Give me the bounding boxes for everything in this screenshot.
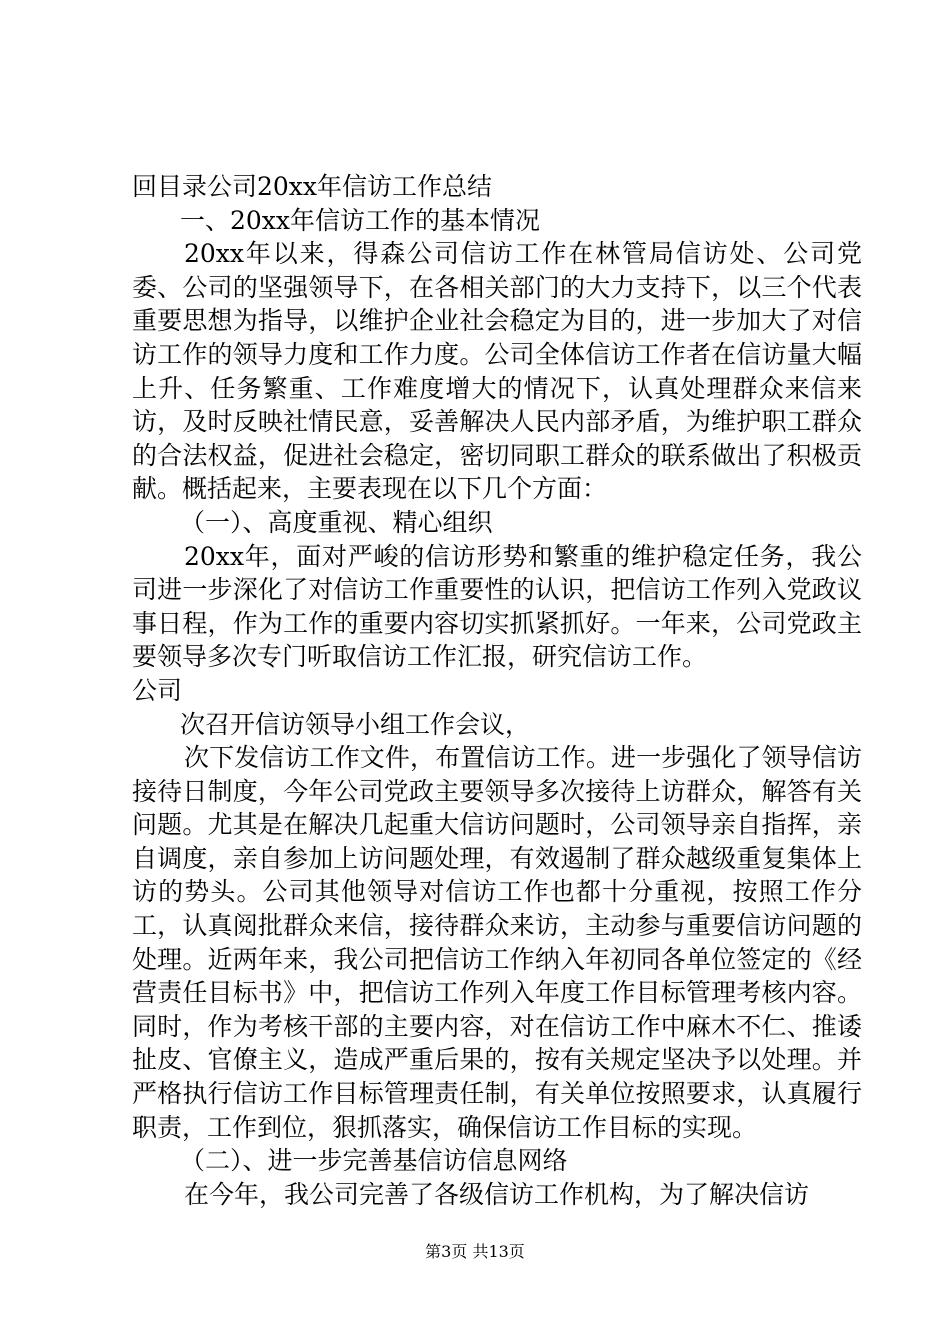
paragraph-2: 20xx年，面对严峻的信访形势和繁重的维护稳定任务，我公司进一步深化了对信访工作重要性的认识，把信访工作列入党政议事日程，作为工作的重要内容切实抓紧抓好。一年来，公司党政主要领导多次专门听取信访工作汇报，研究信访工作。 <box>132 541 862 672</box>
paragraph-3: 次召开信访领导小组工作会议， <box>180 709 531 739</box>
page-number-label: 第3页 共13页 <box>425 1242 525 1261</box>
document-body <box>132 170 862 1211</box>
section-heading-1: 一、20xx年信访工作的基本情况 <box>180 205 541 235</box>
subheading-1: （一）、高度重视、精心组织 <box>180 507 493 537</box>
paragraph-2-tail: 公司 <box>132 675 183 705</box>
document-title: 回目录公司20xx年信访工作总结 <box>132 172 493 201</box>
subheading-2: （二）、进一步完善基信访信息网络 <box>180 1146 568 1176</box>
paragraph-1: 20xx年以来，得森公司信访工作在林管局信访处、公司党委、公司的坚强领导下，在各相关部门的大力支持下，以三个代表重要思想为指导，以维护企业社会稳定为目的，进一步加大了对信访工作的领导力度和工作力度。公司全体信访工作者在信访量大幅上升、任务繁重、工作难度增大的情况下，认真处理群众来信来访，及时反映社情民意，妥善解决人民内部矛盾，为维护职工群众的合法权益，促进社会稳定，密切同职工群众的联系做出了积极贡献。概括起来，主要表现在以下几个方面： <box>132 239 862 504</box>
paragraph-5: 在今年，我公司完善了各级信访工作机构，为了解决信访 <box>184 1179 810 1209</box>
paragraph-4: 次下发信访工作文件，布置信访工作。进一步强化了领导信访接待日制度，今年公司党政主要领导多次接待上访群众，解答有关问题。尤其是在解决几起重大信访问题时，公司领导亲自指挥，亲自调度，亲自参加上访问题处理，有效遏制了群众越级重复集体上访的势头。公司其他领导对信访工作也都十分重视，按照工作分工，认真阅批群众来信，接待群众来访，主动参与重要信访问题的处理。近两年来，我公司把信访工作纳入年初同各单位签定的《经营责任目标书》中，把信访工作列入年度工作目标管理考核内容。同时，作为考核干部的主要内容，对在信访工作中麻木不仁、推诿扯皮、官僚主义，造成严重后果的，按有关规定坚决予以处理。并严格执行信访工作目标管理责任制，有关单位按照要求，认真履行职责，工作到位，狠抓落实，确保信访工作目标的实现。 <box>132 743 862 1142</box>
page-footer <box>0 1240 950 1264</box>
